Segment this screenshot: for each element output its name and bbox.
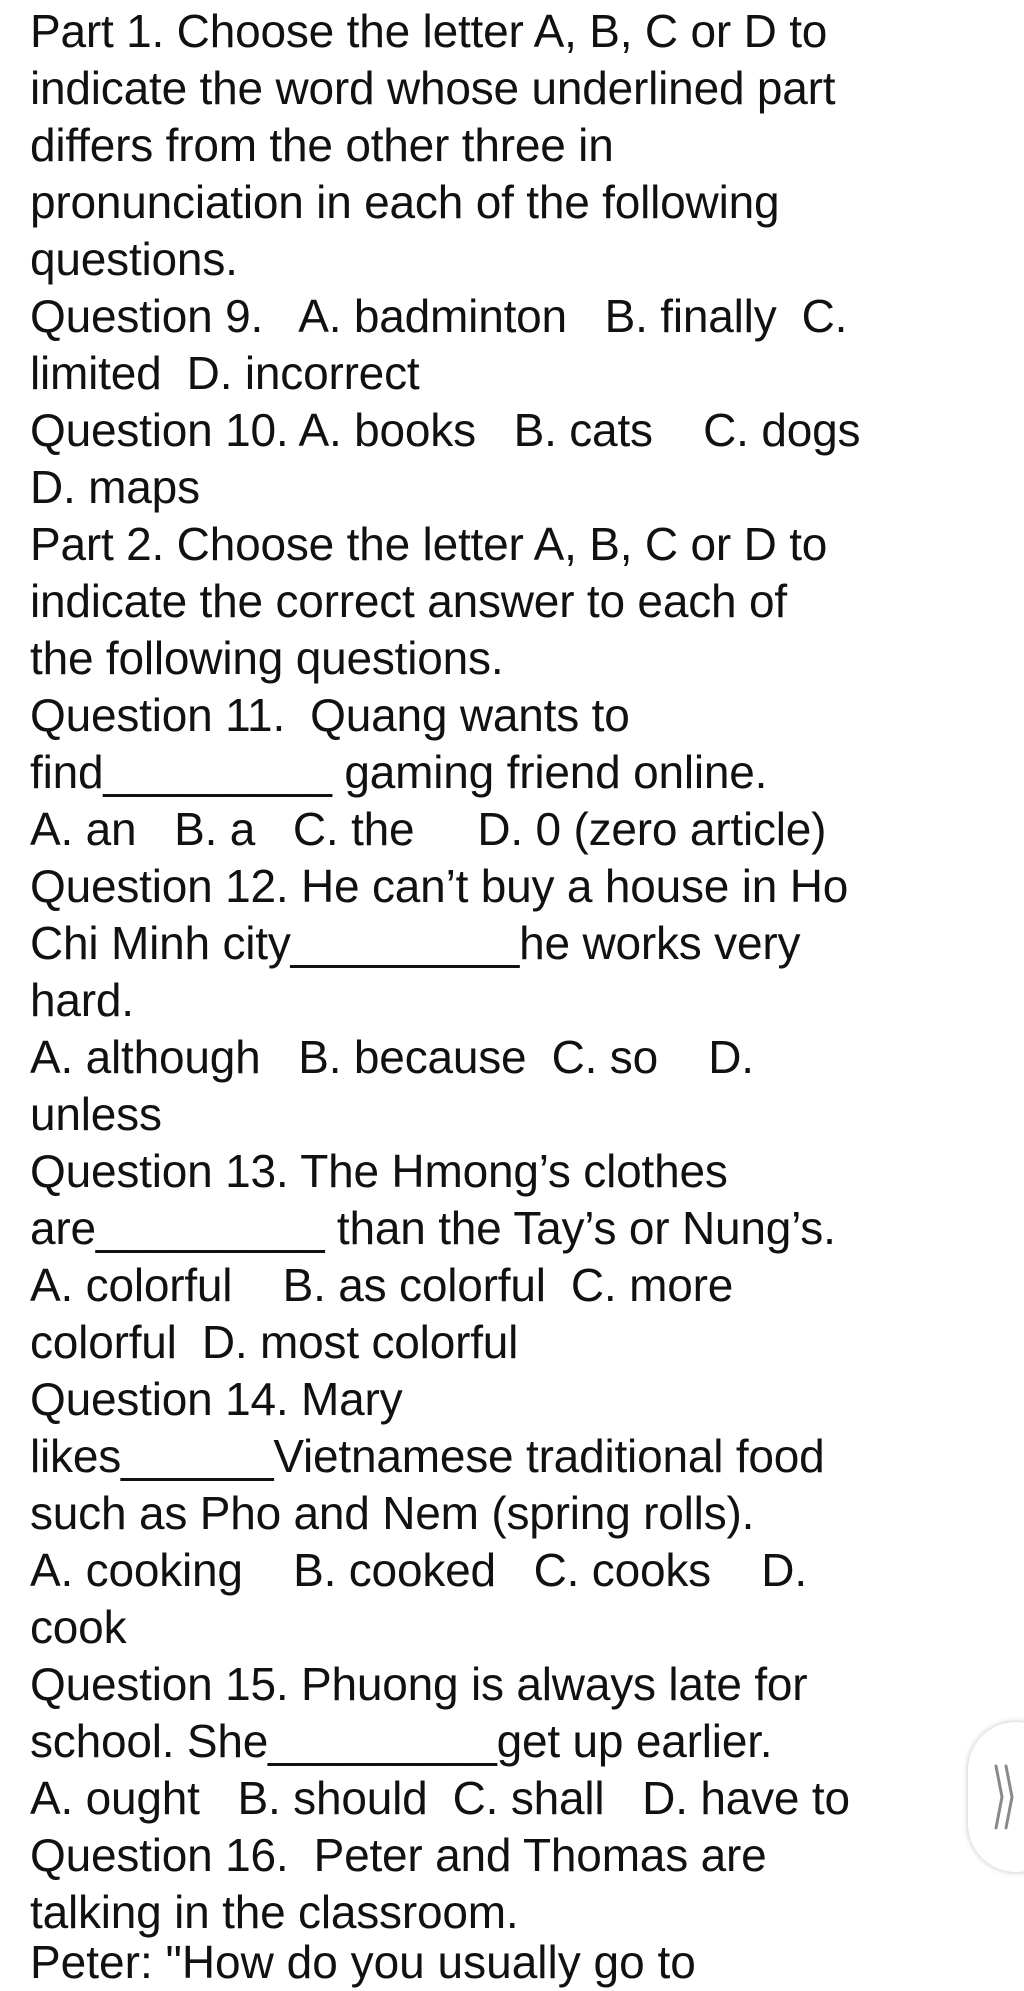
question-14-options-line-2: cook bbox=[30, 1601, 127, 1653]
question-14-line-1: Question 14. Mary bbox=[30, 1373, 403, 1425]
scroll-handle[interactable] bbox=[968, 1722, 1024, 1872]
question-12-line-2: Chi Minh city_________he works very bbox=[30, 917, 801, 969]
question-10-line-2: D. maps bbox=[30, 461, 200, 513]
part2-heading-line-2: indicate the correct answer to each of bbox=[30, 575, 787, 627]
question-12-line-1: Question 12. He can’t buy a house in Ho bbox=[30, 860, 849, 912]
question-14-line-3: such as Pho and Nem (spring rolls). bbox=[30, 1487, 755, 1539]
question-16-line-2: talking in the classroom. bbox=[30, 1886, 519, 1938]
question-15-options: A. ought B. should C. shall D. have to bbox=[30, 1772, 850, 1824]
question-14-line-2: likes______Vietnamese traditional food bbox=[30, 1430, 825, 1482]
question-12-options-line-2: unless bbox=[30, 1088, 162, 1140]
part1-heading-line-2: indicate the word whose underlined part bbox=[30, 62, 836, 114]
question-15-line-2: school. She_________get up earlier. bbox=[30, 1715, 773, 1767]
question-13-line-2: are_________ than the Tay’s or Nung’s. bbox=[30, 1202, 836, 1254]
question-16-dialogue-partial: Peter: "How do you usually go to bbox=[30, 1936, 696, 1988]
part1-heading-line-4: pronunciation in each of the following bbox=[30, 176, 780, 228]
part1-heading-line-1: Part 1. Choose the letter A, B, C or D to bbox=[30, 5, 828, 57]
question-14-options-line-1: A. cooking B. cooked C. cooks D. bbox=[30, 1544, 807, 1596]
document-text bbox=[30, 0, 990, 1941]
drag-handle-icon bbox=[988, 1762, 1024, 1832]
part1-heading-line-5: questions. bbox=[30, 233, 238, 285]
question-9-line-2: limited D. incorrect bbox=[30, 347, 420, 399]
question-15-line-1: Question 15. Phuong is always late for bbox=[30, 1658, 808, 1710]
question-12-line-3: hard. bbox=[30, 974, 134, 1026]
question-9-line-1: Question 9. A. badminton B. finally C. bbox=[30, 290, 848, 342]
question-11-line-1: Question 11. Quang wants to bbox=[30, 689, 630, 741]
question-12-options-line-1: A. although B. because C. so D. bbox=[30, 1031, 754, 1083]
question-11-line-2: find_________ gaming friend online. bbox=[30, 746, 768, 798]
part2-heading-line-1: Part 2. Choose the letter A, B, C or D to bbox=[30, 518, 828, 570]
question-11-options: A. an B. a C. the D. 0 (zero article) bbox=[30, 803, 827, 855]
question-10-line-1: Question 10. A. books B. cats C. dogs bbox=[30, 404, 861, 456]
question-16-line-1: Question 16. Peter and Thomas are bbox=[30, 1829, 767, 1881]
question-13-options-line-2: colorful D. most colorful bbox=[30, 1316, 519, 1368]
part2-heading-line-3: the following questions. bbox=[30, 632, 504, 684]
question-13-options-line-1: A. colorful B. as colorful C. more bbox=[30, 1259, 734, 1311]
part1-heading-line-3: differs from the other three in bbox=[30, 119, 614, 171]
question-13-line-1: Question 13. The Hmong’s clothes bbox=[30, 1145, 728, 1197]
